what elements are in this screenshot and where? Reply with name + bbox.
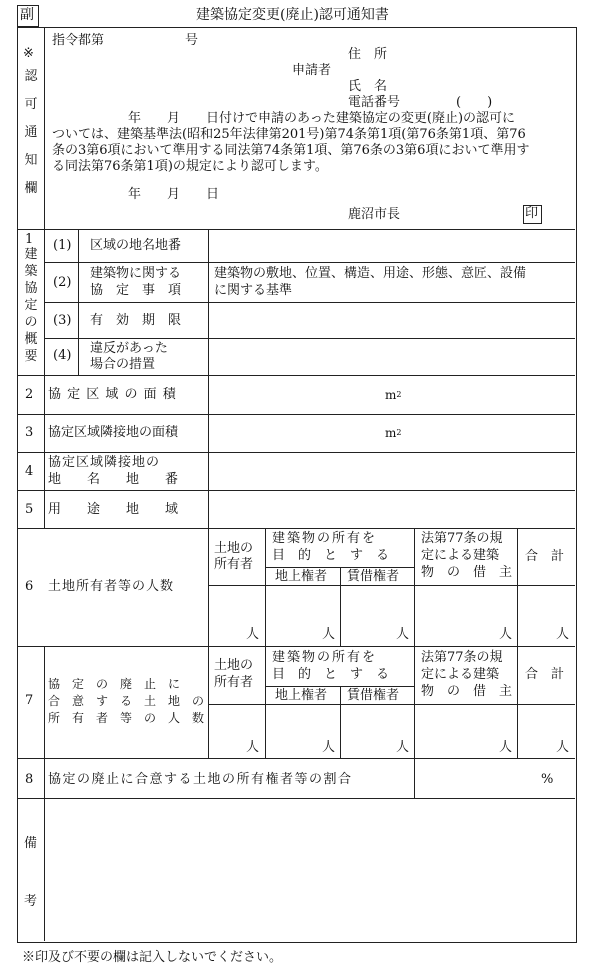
s6-col-art3: 物 の 借 主 — [421, 565, 513, 580]
row2-label2: 協 定 事 項 — [90, 283, 182, 298]
section4-label1: 協定区域隣接地の — [48, 455, 161, 470]
s7-unit-land: 人 — [246, 740, 260, 755]
notice-body-line1: 年 月 日付けで申請のあった建築協定の変更(廃止)の認可に — [128, 111, 516, 126]
row3-num: (3) — [53, 313, 72, 328]
row1-num: (1) — [53, 238, 72, 253]
name-label: 氏 名 — [348, 79, 388, 94]
s7-unit-lease: 人 — [396, 740, 410, 755]
s7-col-land2: 所有者 — [214, 675, 254, 690]
remarks-label-1: 備 — [24, 836, 38, 851]
s6-unit-lease: 人 — [396, 627, 410, 642]
section3-label: 協定区域隣接地の面積 — [48, 425, 179, 440]
s6-col-bldg1: 建築物の所有を — [272, 531, 378, 546]
section2-num: 2 — [25, 387, 34, 402]
s7-unit-total: 人 — [556, 740, 570, 755]
gou-label: 号 — [185, 33, 199, 48]
s6-col-lease: 賃借権者 — [347, 569, 400, 584]
s7-unit-surface: 人 — [322, 740, 336, 755]
section5-num: 5 — [25, 502, 34, 517]
document-title: 建築協定変更(廃止)認可通知書 — [196, 7, 389, 23]
s6-col-total: 合 計 — [525, 549, 565, 564]
s6-unit-art: 人 — [499, 627, 513, 642]
s6-col-bldg2: 目 的 と す る — [272, 548, 390, 563]
section7-label2: 合 意 す る 土 地 の — [48, 694, 205, 708]
row3-label: 有 効 期 限 — [90, 313, 182, 328]
row2-num: (2) — [53, 275, 72, 290]
shirei-number-label: 指令都第 — [52, 33, 105, 48]
s6-unit-land: 人 — [246, 627, 260, 642]
row2-value1: 建築物の敷地、位置、構造、用途、形態、意匠、設備 — [214, 266, 527, 281]
section7-label3: 所 有 者 等 の 人 数 — [48, 711, 205, 725]
phone-label: 電話番号 — [348, 95, 401, 110]
row4-label2: 場合の措置 — [90, 357, 156, 372]
fuku-label: 副 — [20, 7, 34, 23]
seal-mark: 印 — [525, 206, 539, 221]
section3-unit: $m^2$ — [385, 426, 402, 440]
section2-label: 協 定 区 域 の 面 積 — [48, 387, 177, 402]
section8-unit: % — [541, 772, 554, 787]
section1-num: 1 — [25, 232, 34, 247]
s7-unit-art: 人 — [499, 740, 513, 755]
footer-note: ※印及び不要の欄は記入しないでください。 — [22, 950, 283, 965]
s6-col-art1: 法第77条の規 — [421, 531, 503, 546]
row4-label1: 違反があった — [90, 341, 168, 356]
s7-col-bldg1: 建築物の所有を — [272, 650, 378, 665]
address-label: 住 所 — [348, 47, 388, 62]
notice-side-mark: ※ — [23, 46, 34, 61]
s7-col-art2: 定による建築 — [421, 667, 500, 682]
s7-col-land1: 土地の — [214, 658, 254, 673]
section7-label1: 協 定 の 廃 止 に — [48, 677, 181, 691]
section6-num: 6 — [25, 579, 34, 594]
section7-num: 7 — [25, 693, 34, 708]
phone-paren: ( ) — [456, 95, 493, 110]
notice-date: 年 月 日 — [128, 187, 220, 202]
section1-label: 建 築 協 定 の 概 要 — [24, 247, 38, 364]
notice-side-label: 認 可 通 知 欄 — [24, 69, 38, 196]
s7-col-lease: 賃借権者 — [347, 688, 400, 703]
s6-col-land2: 所有者 — [214, 557, 254, 572]
section6-label: 土地所有者等の人数 — [48, 579, 175, 594]
section8-num: 8 — [25, 772, 34, 787]
applicant-label: 申請者 — [292, 63, 332, 78]
s6-unit-surface: 人 — [322, 627, 336, 642]
notice-body-line2: ついては、建築基準法(昭和25年法律第201号)第74条第1項(第76条第1項、第76 — [52, 127, 526, 142]
row2-value2: に関する基準 — [214, 283, 293, 298]
s6-col-surface: 地上権者 — [275, 569, 328, 584]
s7-col-art3: 物 の 借 主 — [421, 684, 513, 699]
row4-num: (4) — [53, 348, 72, 363]
section4-label2: 地 名 地 番 — [48, 472, 179, 487]
s6-col-land1: 土地の — [214, 541, 254, 556]
section2-unit: $m^2$ — [385, 388, 402, 402]
s7-col-total: 合 計 — [525, 667, 565, 682]
s7-col-bldg2: 目 的 と す る — [272, 667, 390, 682]
s7-col-surface: 地上権者 — [275, 688, 328, 703]
s7-col-art1: 法第77条の規 — [421, 650, 503, 665]
mayor-label: 鹿沼市長 — [348, 207, 401, 222]
notice-body-line3: 条の3第6項において準用する同法第74条第1項、第76条の3第6項において準用す — [52, 143, 530, 158]
row2-label1: 建築物に関する — [90, 266, 182, 281]
s6-col-art2: 定による建築 — [421, 548, 500, 563]
row1-label: 区域の地名地番 — [90, 238, 182, 253]
remarks-label-2: 考 — [24, 894, 38, 909]
s6-unit-total: 人 — [556, 627, 570, 642]
section3-num: 3 — [25, 425, 34, 440]
section4-num: 4 — [25, 464, 34, 479]
section5-label: 用 途 地 域 — [48, 502, 179, 517]
section8-label: 協定の廃止に合意する土地の所有権者等の割合 — [48, 772, 353, 787]
notice-body-line4: る同法第76条第1項)の規定により認可します。 — [52, 159, 328, 174]
